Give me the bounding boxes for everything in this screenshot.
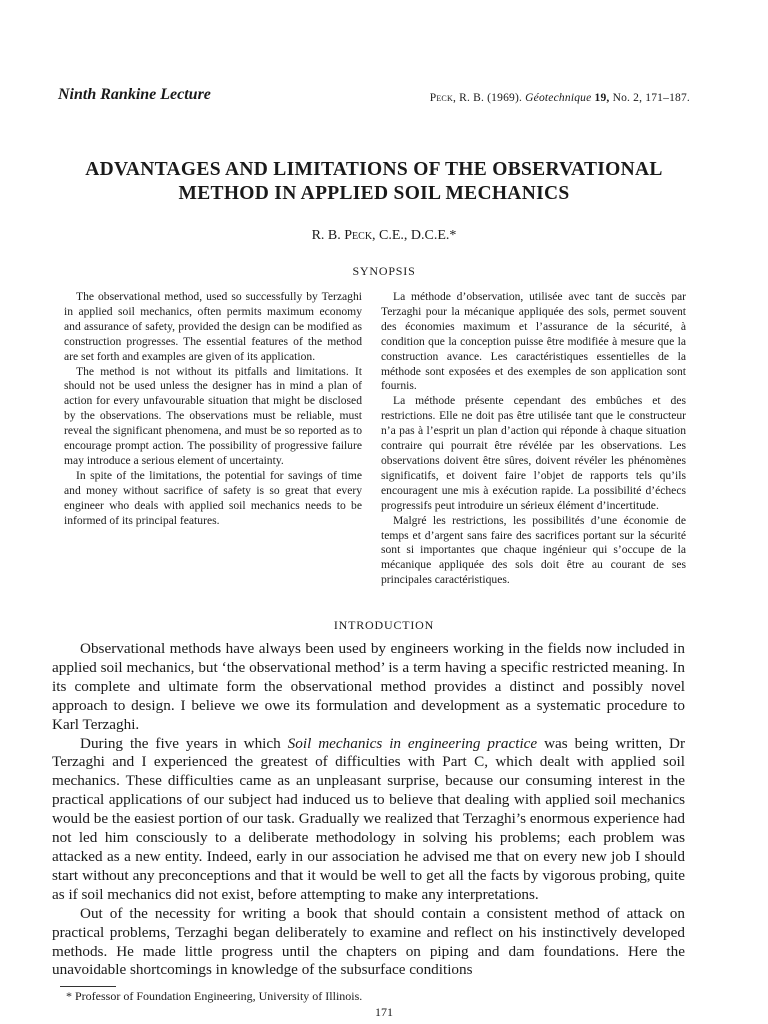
page-number: 171 <box>375 1005 393 1019</box>
citation-issue-pages: No. 2, 171–187. <box>612 92 690 104</box>
running-head <box>58 86 690 108</box>
introduction-heading: INTRODUCTION <box>333 618 435 632</box>
footnote-rule <box>60 986 116 987</box>
body-paragraph: Observational methods have always been used by engineers working in the fields now included in applied soil mechanics, but ‘the observational method’ is a term having a specific restricted meaning. In its complete and ultimate form the observational method provides a distinct and possibly novel approach to design. I believe we owe its formulation and development as a systematic procedure to Karl Terzaghi. <box>52 640 685 733</box>
synopsis-english <box>64 290 362 529</box>
synopsis-french <box>381 290 686 588</box>
author-degrees: , C.E., D.C.E.* <box>372 228 457 243</box>
body-paragraph: Out of the necessity for writing a book that should contain a consistent method of attack on practical problems, Terzaghi began deliberately to examine and reflect on his instinctively developed methods. He made little progress until the chapters on piping and dam foundations. Here the unavoidable shortcomings in knowledge of the subsurface conditions <box>52 904 685 979</box>
lecture-series-title: Ninth Rankine Lecture <box>58 86 211 103</box>
title-line-1: ADVANTAGES AND LIMITATIONS OF THE OBSERVATIONAL <box>85 159 663 180</box>
paragraph-text: was being written, Dr Terzaghi and I experienced the greatest of difficulties with Part C, which dealt with applied soil mechanics. These difficulties came as an unpleasant surprise, because our consuming interest in the practical applications of our subject had induced us to believe that dealing with applied soil mechanics would be the easiest portion of our task. Gradually we realized that Terzaghi’s enormous experience had not led him consciously to a deliberate methodology in solving his problems; each problem was attacked as a new entity. Indeed, early in our association he advised me that on every new job I should start without any preconceptions and that it would be well to get all the facts by vigorous probing, quite as if soil mechanics did not exist, before attempting to make any interpretations. <box>52 734 686 903</box>
synopsis-fr-paragraph: La méthode présente cependant des embûches et des restrictions. Elle ne doit pas être utilisée tant que le constructeur n’a pas à l’esprit un plan d’action qui réponde à chaque situation contraire qui pourrait être révélée par les observations. Les observations doivent être sûres, doivent révéler les phénomènes significatifs, et doivent faire l’objet de rapports tels qu’ils encouragent une mis à exécution rapide. La possibilité d’échecs progressifs peut introduire un sérieux élément d’incertitude. <box>381 394 686 512</box>
author-line <box>0 228 768 244</box>
citation-author: Peck, R. B. <box>429 92 485 104</box>
author-initials: R. B. <box>311 228 341 243</box>
synopsis-en-paragraph: The method is not without its pitfalls and limitations. It should not be used unless the designer has in mind a plan of action for every unfavourable situation that might be disclosed by the observations. The observations must be reliable, must reveal the significant phenomena, and must be so reported as to encourage prompt action. The possibility of progressive failure may introduce a serious element of uncertainty. <box>64 364 362 467</box>
paper-title <box>40 158 708 206</box>
paragraph-text: During the five years in which <box>80 734 288 752</box>
synopsis-en-paragraph: The observational method, used so successfully by Terzaghi in applied soil mechanics, often permits maximum economy and assurance of safety, provided the design can be modified as construction progresses. The essential features of the method are set forth and examples are given of its application. <box>64 290 362 363</box>
synopsis-heading: SYNOPSIS <box>352 264 416 278</box>
synopsis-en-paragraph: In spite of the limitations, the potential for savings of time and money without sacrifice of safety is so great that every engineer who deals with applied soil mechanics needs to be informed of its principal features. <box>64 468 362 527</box>
synopsis-fr-paragraph: La méthode d’observation, utilisée avec tant de succès par Terzaghi pour la mécanique appliquée des sols, permet souvent des économies maximum et l’assurance de la sécurité, à condition que la conception puisse être modifiée à mesure que la construction avance. Les caractéristiques essentielles de la méthode sont exposées et des exemples de son application sont fournis. <box>381 290 686 393</box>
citation-year: (1969). <box>487 92 523 104</box>
author-surname: Peck <box>344 228 373 243</box>
title-line-2: METHOD IN APPLIED SOIL MECHANICS <box>178 183 570 204</box>
citation-journal: Géotechnique <box>525 92 592 104</box>
synopsis-fr-paragraph: Malgré les restrictions, les possibilités d’une économie de temps et d’argent sans faire des sacrifices portant sur la sécurité sont si importantes que chaque ingénieur qui s’occupe de la mécanique appliquée des sols doit être au courant de ses principales caractéristiques. <box>381 513 686 587</box>
journal-citation <box>430 92 690 104</box>
book-title: Soil mechanics in engineering practice <box>287 734 538 752</box>
body-paragraph <box>52 735 685 905</box>
citation-volume: 19, <box>594 92 610 104</box>
introduction-body <box>52 640 685 980</box>
author-footnote: * Professor of Foundation Engineering, University of Illinois. <box>66 989 363 1003</box>
